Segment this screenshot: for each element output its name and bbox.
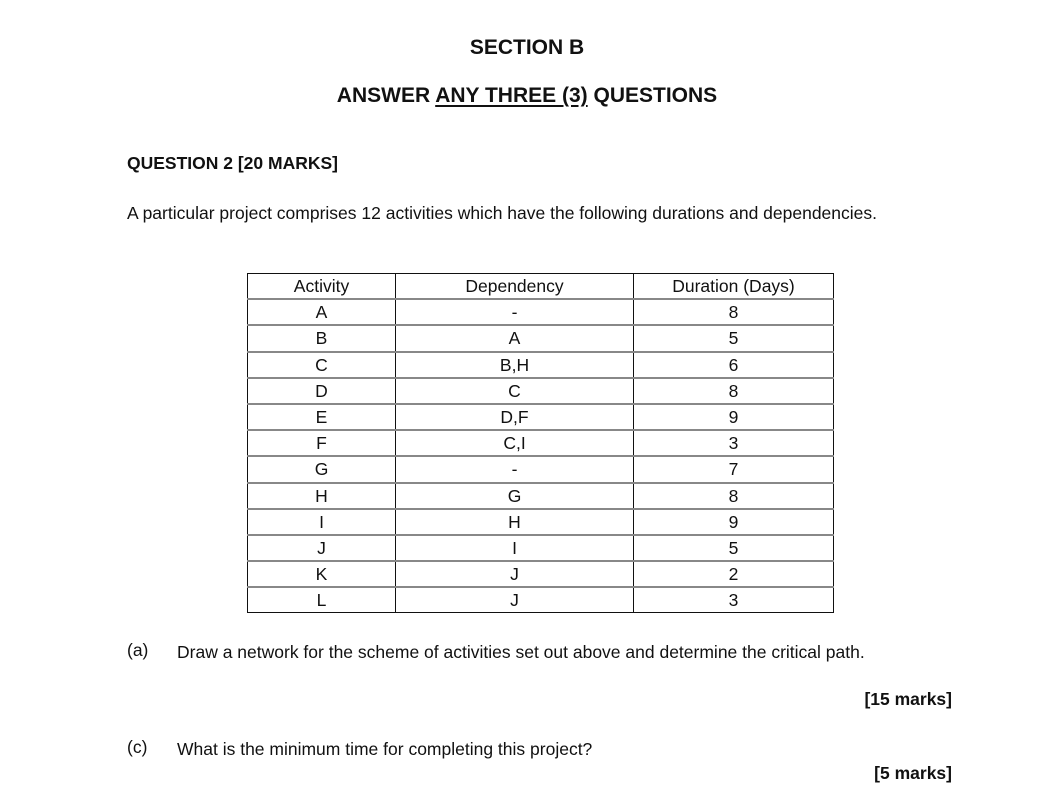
duration-cell: 7: [634, 456, 834, 482]
part-a-marks: [15 marks]: [864, 689, 952, 709]
activity-cell: K: [248, 561, 396, 587]
dependency-cell: B,H: [396, 352, 634, 378]
duration-cell: 8: [634, 378, 834, 404]
part-c-marks: [5 marks]: [874, 763, 952, 783]
question-title: QUESTION 2 [20 MARKS]: [127, 153, 338, 173]
duration-cell: 9: [634, 404, 834, 430]
activity-table: [247, 273, 834, 613]
duration-cell: 5: [634, 535, 834, 561]
header-activity: Activity: [248, 274, 396, 300]
activity-cell: G: [248, 456, 396, 482]
activity-cell: A: [248, 299, 396, 325]
table-row: [248, 509, 834, 535]
header-duration: Duration (Days): [634, 274, 834, 300]
activity-cell: C: [248, 352, 396, 378]
dependency-cell: I: [396, 535, 634, 561]
table-row: [248, 587, 834, 613]
instruction-prefix: ANSWER: [336, 84, 436, 107]
dependency-cell: A: [396, 325, 634, 351]
activity-cell: I: [248, 509, 396, 535]
duration-cell: 5: [634, 325, 834, 351]
dependency-cell: J: [396, 561, 634, 587]
part-c-label: (c): [127, 737, 148, 757]
dependency-cell: C: [396, 378, 634, 404]
duration-cell: 8: [634, 483, 834, 509]
activity-cell: E: [248, 404, 396, 430]
section-title: SECTION B: [469, 36, 585, 59]
dependency-cell: G: [396, 483, 634, 509]
table-row: [248, 430, 834, 456]
duration-cell: 3: [634, 587, 834, 613]
question-intro: A particular project comprises 12 activities which have the following durations and dependencies.: [127, 203, 878, 223]
dependency-cell: H: [396, 509, 634, 535]
table-row: [248, 404, 834, 430]
activity-cell: L: [248, 587, 396, 613]
dependency-cell: -: [396, 299, 634, 325]
activity-cell: H: [248, 483, 396, 509]
part-a-label: (a): [127, 640, 149, 660]
table-row: [248, 456, 834, 482]
dependency-cell: -: [396, 456, 634, 482]
duration-cell: 9: [634, 509, 834, 535]
instruction-suffix: QUESTIONS: [587, 84, 718, 107]
part-a-text: Draw a network for the scheme of activities set out above and determine the critical path.: [177, 642, 865, 662]
table-row: [248, 299, 834, 325]
duration-cell: 2: [634, 561, 834, 587]
dependency-cell: D,F: [396, 404, 634, 430]
table-row: [248, 325, 834, 351]
table-row: [248, 535, 834, 561]
part-c-text: What is the minimum time for completing this project?: [177, 739, 593, 759]
table-header-row: [248, 274, 834, 300]
duration-cell: 6: [634, 352, 834, 378]
table-row: [248, 378, 834, 404]
table-row: [248, 483, 834, 509]
section-instruction: [0, 84, 1054, 108]
activity-cell: B: [248, 325, 396, 351]
dependency-cell: J: [396, 587, 634, 613]
duration-cell: 3: [634, 430, 834, 456]
table-row: [248, 352, 834, 378]
table-row: [248, 561, 834, 587]
dependency-cell: C,I: [396, 430, 634, 456]
duration-cell: 8: [634, 299, 834, 325]
activity-cell: J: [248, 535, 396, 561]
instruction-underlined: ANY THREE (3): [435, 84, 588, 107]
header-dependency: Dependency: [396, 274, 634, 300]
activity-cell: D: [248, 378, 396, 404]
activity-cell: F: [248, 430, 396, 456]
